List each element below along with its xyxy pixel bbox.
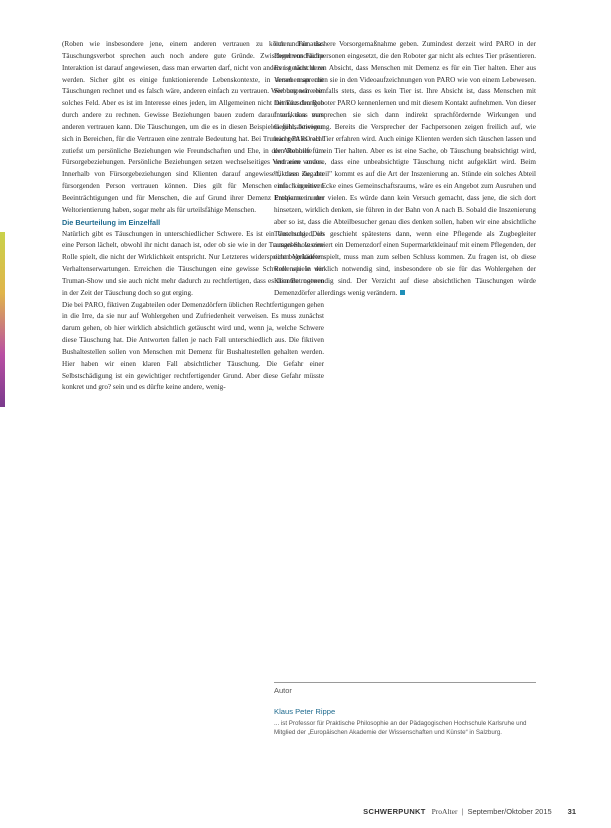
page-number: 31 — [567, 807, 576, 816]
section-heading: Die Beurteilung im Einzelfall — [62, 217, 161, 227]
footer-date: September/Oktober 2015 — [467, 807, 552, 816]
author-bio: ... ist Professor für Praktische Philosophie an der Pädagogischen Hochschule Karlsruhe und Mitglied der „Europäischen Akademie der Wissenschaften und Künste“ in Salzburg. — [274, 720, 527, 736]
body-text: lich undramatischere Vorsorgemaßnahme geben. Zumindest derzeit wird PARO in der Regel von Fachpersonen eingesetzt, die den Roboter gar nicht als echtes Tier präsentieren. Es ist nicht deren Absicht, dass Menschen mit Demenz es für ein Tier halten. Eher aus Versehen sprechen sie in den Videoaufzeichnungen von PARO wie von einem Lebewesen. Sie betonen ebenfalls stets, dass es kein Tier ist. Ihre Absicht ist, dass Menschen mit Demenz den Roboter PARO kennenlernen und mit diesem Kontakt aufnehmen. Von dieser Interaktion versprechen sie sich dann indirekt sprachfördernde Wirkungen und Gefühlsaktivierung. Bereits die Versprecher der Fachpersonen zeigen freilich auf, wie leicht PARO als Tier erfahren wird. Auch einige Klienten werden sich täuschen lassen und den Roboter für ein Tier halten. Aber es ist eine Sache, ob Täuschung beabsichtigt wird, und eine andere, dass eine unbeabsichtigte Täuschung nicht aufgeklärt wird. Beim "fiktiven Zugabteil" kommt es auf die Art der Inszenierung an. Stünde ein solches Abteil einfach in einer Ecke eines Gemeinschaftsraums, wäre es ein Angebot zum Ausruhen und Entspannen unter vielen. Es würde dann kein Versuch gemacht, dass jene, die sich dort hinsetzen, wirklich denken, sie führen in der Bahn von A nach B. Sobald die Inszenierung aber so ist, dass die Abteilbesucher genau dies denken sollen, haben wir eine absichtliche Täuschung. Dies geschieht spätestens dann, wenn eine Pflegende als Zugbegleiter ausgeben. Inszeniert ein Demenzdorf einen Supermarktkleinauf mit einem Pflegenden, der einen Verkäufer spielt, muss man zum selben Schluss kommen. Zu fragen ist, ob diese Rollenspiele wirklich notwendig sind, insbesondere ob sie für das Wohlergehen der Klienten notwendig sind. Der Verzicht auf diese absichtlichen Täuschungen würde Demenzdörfer allerdings wenig verändern. — [274, 40, 536, 297]
author-name: Klaus Peter Rippe — [274, 707, 336, 716]
footer-separator: | — [461, 807, 464, 816]
page-footer — [363, 807, 576, 816]
footer-magazine: ProAlter — [431, 807, 458, 816]
body-paragraph: (Roben wie insbesondere jene, einem anderen vertrauen zu können. Für das Täuschungsverbot sprechen auch noch andere gute Gründe. Zwischenmenschliche Interaktion ist darauf angewiesen, dass man erwarten darf, nicht von anderen getäuscht zu werden. Sicher gibt es einige funktionierende Lebenskontexte, in denen man mit Täuschungen rechnet und es falsch wäre, anderen einfach zu vertrauen. Werbung wäre ein solches Feld. Aber es ist im Interesse eines jeden, im Allgemeinen nicht mit Täuschungen durch andere zu rechnen. Gewisse Beziehungen bauen zudem darauf auf, dass man anderen vertrauen kann. Die Täuschungen, um die es in diesen Beispielen geht, bewegen sich in Bereichen, für die Vertrauen eine zentrale Bedeutung hat. Bei Truman geht es recht zutiefst um persönliche Beziehungen wie Freundschaften und Ehe, in der Altenhilfe um Fürsorgebeziehungen. Persönliche Beziehungen setzen wechselseitiges Vertrauen voraus. Innerhalb von Fürsorgebeziehungen sind Klienten darauf angewiesen, dass sie der fürsorgenden Person vertrauen können. Dies gilt für Menschen mit kognitiven Beeinträchtigungen und für Menschen, die auf Grund ihrer Demenz Probleme in der Weltorientierung haben, sogar mehr als für urteilsfähige Menschen. — [62, 40, 324, 214]
right-column — [274, 39, 536, 300]
body-paragraph — [274, 39, 536, 300]
author-label: Autor — [274, 686, 292, 695]
author-divider — [274, 682, 536, 683]
footer-section: SCHWERPUNKT — [363, 807, 426, 816]
body-paragraph: Natürlich gibt es Täuschungen in unterschiedlicher Schwere. Es ist ein Unterschied, ob eine Person lächelt, obwohl ihr nicht danach ist, oder ob sie wie in der Truman-Show eine Rolle spielt, die nicht der Wirklichkeit entspricht. Nur Letzteres widerspricht begründeten Verhaltenserwartungen. Erreichen die Täuschungen eine gewisse Schwere wie in der Truman-Show und sie auch nicht mehr dadurch zu rechtfertigen, dass es dem Betrogenen in der Zeit der Täuschung doch so gut erging. — [62, 229, 324, 297]
article-end-square-icon — [400, 290, 405, 295]
body-paragraph: Die bei PARO, fiktiven Zugabteilen oder Demenzdörfern üblichen Rechtfertigungen gehen in die Irre, da sie nur auf Wohlergehen und Zufriedenheit verweisen. Es muss zunächst darum gehen, ob hier wirklich absichtlich getäuscht wird und, wenn ja, welche Schwere diese Täuschung hat. Die Antworten fallen je nach Fall unterschiedlich aus. Die fiktiven Bushaltestellen sollen von Menschen mit Demenz für Bushaltestellen gehalten werden. Hier haben wir einen klaren Fall absichtlicher Täuschung. Die Gefahr einer Selbstschädigung ist ein gewichtiger rechtfertigender Grund. Aber diese Gefahr müsste konkret und gro? sein und es dürfte keine andere, wenig- — [62, 300, 324, 392]
page-edge-color-strip — [0, 232, 5, 407]
author-box — [274, 682, 536, 737]
